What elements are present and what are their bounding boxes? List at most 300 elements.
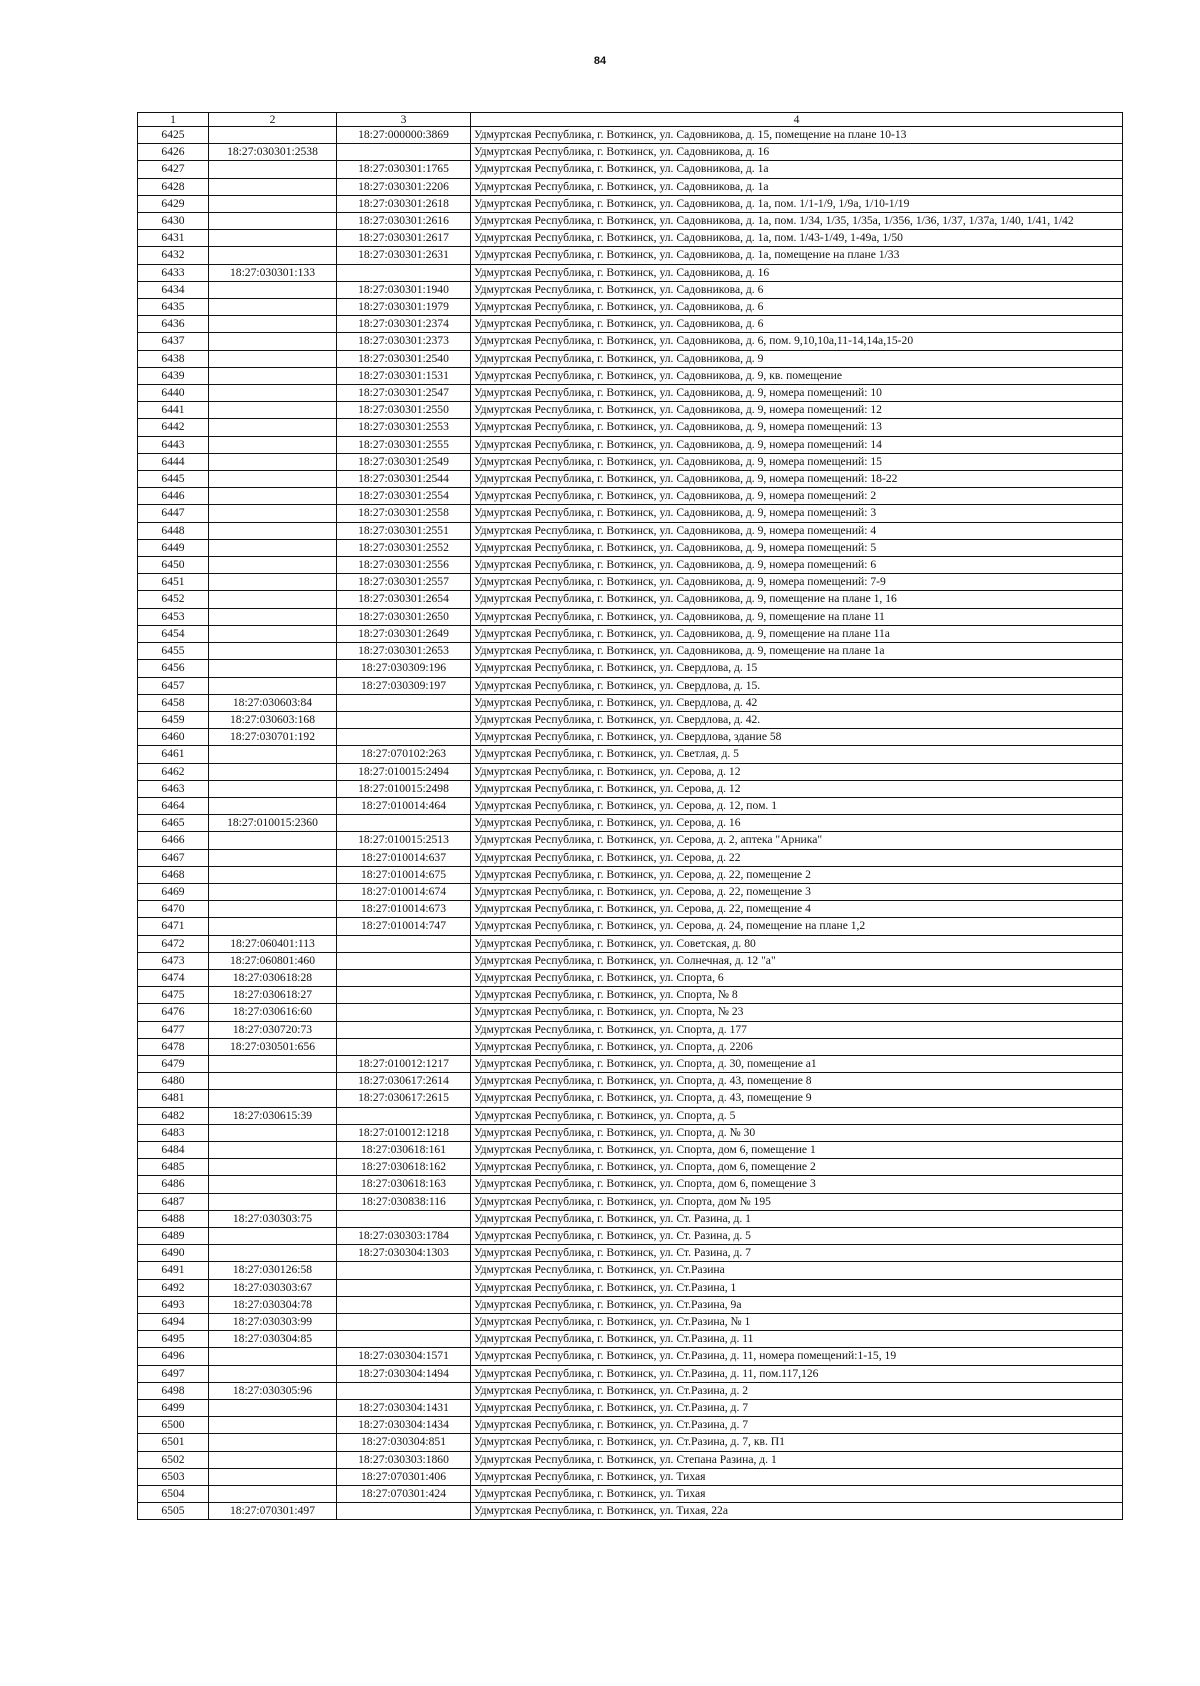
land-cadastral-number-cell: [209, 161, 337, 178]
land-cadastral-number-cell: [209, 367, 337, 384]
row-number-cell: 6489: [138, 1228, 209, 1245]
building-cadastral-number-cell: 18:27:010015:2513: [337, 832, 471, 849]
row-number-cell: 6426: [138, 144, 209, 161]
land-cadastral-number-cell: [209, 1176, 337, 1193]
building-cadastral-number-cell: 18:27:030301:2551: [337, 522, 471, 539]
address-cell: Удмуртская Республика, г. Воткинск, ул. Садовникова, д. 9, номера помещений: 18-22: [471, 471, 1123, 488]
row-number-cell: 6498: [138, 1382, 209, 1399]
row-number-cell: 6502: [138, 1451, 209, 1468]
address-cell: Удмуртская Республика, г. Воткинск, ул. Серова, д. 12: [471, 763, 1123, 780]
row-number-cell: 6451: [138, 574, 209, 591]
property-registry-table: [137, 112, 1123, 1520]
address-cell: Удмуртская Республика, г. Воткинск, ул. Серова, д. 22, помещение 3: [471, 883, 1123, 900]
land-cadastral-number-cell: 18:27:070301:497: [209, 1503, 337, 1520]
building-cadastral-number-cell: [337, 1021, 471, 1038]
land-cadastral-number-cell: [209, 195, 337, 212]
land-cadastral-number-cell: [209, 1055, 337, 1072]
table-row: [138, 643, 1123, 660]
address-cell: Удмуртская Республика, г. Воткинск, ул. Спорта, д. 5: [471, 1107, 1123, 1124]
land-cadastral-number-cell: [209, 1468, 337, 1485]
table-row: [138, 1124, 1123, 1141]
land-cadastral-number-cell: 18:27:030618:27: [209, 987, 337, 1004]
row-number-cell: 6474: [138, 969, 209, 986]
land-cadastral-number-cell: [209, 591, 337, 608]
row-number-cell: 6431: [138, 230, 209, 247]
table-row: [138, 1176, 1123, 1193]
building-cadastral-number-cell: 18:27:030309:197: [337, 677, 471, 694]
land-cadastral-number-cell: [209, 350, 337, 367]
table-row: [138, 419, 1123, 436]
land-cadastral-number-cell: [209, 471, 337, 488]
table-row: [138, 1159, 1123, 1176]
row-number-cell: 6425: [138, 127, 209, 144]
address-cell: Удмуртская Республика, г. Воткинск, ул. Садовникова, д. 9, помещение на плане 1, 16: [471, 591, 1123, 608]
building-cadastral-number-cell: 18:27:070301:406: [337, 1468, 471, 1485]
row-number-cell: 6496: [138, 1348, 209, 1365]
address-cell: Удмуртская Республика, г. Воткинск, ул. Садовникова, д. 16: [471, 144, 1123, 161]
address-cell: Удмуртская Республика, г. Воткинск, ул. Спорта, д. 177: [471, 1021, 1123, 1038]
table-row: [138, 350, 1123, 367]
address-cell: Удмуртская Республика, г. Воткинск, ул. Советская, д. 80: [471, 935, 1123, 952]
row-number-cell: 6429: [138, 195, 209, 212]
table-row: [138, 1141, 1123, 1158]
row-number-cell: 6495: [138, 1331, 209, 1348]
table-row: [138, 1434, 1123, 1451]
address-cell: Удмуртская Республика, г. Воткинск, ул. Ст. Разина, д. 1: [471, 1210, 1123, 1227]
building-cadastral-number-cell: 18:27:030301:1940: [337, 281, 471, 298]
land-cadastral-number-cell: [209, 1245, 337, 1262]
building-cadastral-number-cell: 18:27:030301:2653: [337, 643, 471, 660]
address-cell: Удмуртская Республика, г. Воткинск, ул. Серова, д. 2, аптека "Арника": [471, 832, 1123, 849]
building-cadastral-number-cell: 18:27:030301:2556: [337, 557, 471, 574]
land-cadastral-number-cell: [209, 281, 337, 298]
table-row: [138, 969, 1123, 986]
row-number-cell: 6434: [138, 281, 209, 298]
table-row: [138, 488, 1123, 505]
building-cadastral-number-cell: 18:27:000000:3869: [337, 127, 471, 144]
row-number-cell: 6477: [138, 1021, 209, 1038]
address-cell: Удмуртская Республика, г. Воткинск, ул. Садовникова, д. 1а, пом. 1/1-1/9, 1/9а, 1/10-1/19: [471, 195, 1123, 212]
table-row: [138, 1090, 1123, 1107]
building-cadastral-number-cell: 18:27:010014:747: [337, 918, 471, 935]
address-cell: Удмуртская Республика, г. Воткинск, ул. Садовникова, д. 9: [471, 350, 1123, 367]
address-cell: Удмуртская Республика, г. Воткинск, ул. Спорта, д. 43, помещение 8: [471, 1073, 1123, 1090]
land-cadastral-number-cell: [209, 1400, 337, 1417]
land-cadastral-number-cell: [209, 677, 337, 694]
address-cell: Удмуртская Республика, г. Воткинск, ул. Спорта, дом № 195: [471, 1193, 1123, 1210]
building-cadastral-number-cell: 18:27:010012:1218: [337, 1124, 471, 1141]
row-number-cell: 6446: [138, 488, 209, 505]
land-cadastral-number-cell: [209, 1417, 337, 1434]
building-cadastral-number-cell: 18:27:030303:1784: [337, 1228, 471, 1245]
row-number-cell: 6432: [138, 247, 209, 264]
row-number-cell: 6478: [138, 1038, 209, 1055]
land-cadastral-number-cell: [209, 316, 337, 333]
address-cell: Удмуртская Республика, г. Воткинск, ул. Садовникова, д. 9, помещение на плане 11а: [471, 625, 1123, 642]
table-row: [138, 625, 1123, 642]
row-number-cell: 6499: [138, 1400, 209, 1417]
column-header-4: 4: [471, 113, 1123, 127]
table-row: [138, 1228, 1123, 1245]
building-cadastral-number-cell: 18:27:030301:2550: [337, 402, 471, 419]
page-number: 84: [593, 55, 607, 67]
table-row: [138, 1331, 1123, 1348]
row-number-cell: 6463: [138, 780, 209, 797]
building-cadastral-number-cell: [337, 1503, 471, 1520]
building-cadastral-number-cell: 18:27:030304:851: [337, 1434, 471, 1451]
building-cadastral-number-cell: 18:27:030301:2554: [337, 488, 471, 505]
row-number-cell: 6494: [138, 1314, 209, 1331]
building-cadastral-number-cell: 18:27:030301:2654: [337, 591, 471, 608]
table-row: [138, 952, 1123, 969]
land-cadastral-number-cell: [209, 453, 337, 470]
building-cadastral-number-cell: 18:27:030301:2552: [337, 539, 471, 556]
table-row: [138, 1107, 1123, 1124]
building-cadastral-number-cell: [337, 969, 471, 986]
row-number-cell: 6439: [138, 367, 209, 384]
land-cadastral-number-cell: [209, 643, 337, 660]
table-row: [138, 453, 1123, 470]
building-cadastral-number-cell: 18:27:030301:1765: [337, 161, 471, 178]
row-number-cell: 6504: [138, 1486, 209, 1503]
building-cadastral-number-cell: 18:27:030301:2544: [337, 471, 471, 488]
table-row: [138, 987, 1123, 1004]
row-number-cell: 6461: [138, 746, 209, 763]
row-number-cell: 6475: [138, 987, 209, 1004]
address-cell: Удмуртская Республика, г. Воткинск, ул. Свердлова, д. 42: [471, 694, 1123, 711]
building-cadastral-number-cell: 18:27:030618:162: [337, 1159, 471, 1176]
row-number-cell: 6487: [138, 1193, 209, 1210]
building-cadastral-number-cell: 18:27:030301:2631: [337, 247, 471, 264]
building-cadastral-number-cell: 18:27:030301:2549: [337, 453, 471, 470]
address-cell: Удмуртская Республика, г. Воткинск, ул. Серова, д. 22, помещение 2: [471, 866, 1123, 883]
address-cell: Удмуртская Республика, г. Воткинск, ул. Садовникова, д. 1а, пом. 1/34, 1/35, 1/35а, 1/356, 1/36, 1/37, 1/37а, 1/40, 1/41, 1/42: [471, 213, 1123, 230]
land-cadastral-number-cell: [209, 901, 337, 918]
address-cell: Удмуртская Республика, г. Воткинск, ул. Садовникова, д. 9, помещение на плане 11: [471, 608, 1123, 625]
row-number-cell: 6450: [138, 557, 209, 574]
building-cadastral-number-cell: [337, 935, 471, 952]
row-number-cell: 6468: [138, 866, 209, 883]
address-cell: Удмуртская Республика, г. Воткинск, ул. Ст.Разина: [471, 1262, 1123, 1279]
building-cadastral-number-cell: 18:27:030304:1571: [337, 1348, 471, 1365]
table-row: [138, 849, 1123, 866]
address-cell: Удмуртская Республика, г. Воткинск, ул. Ст.Разина, № 1: [471, 1314, 1123, 1331]
row-number-cell: 6505: [138, 1503, 209, 1520]
land-cadastral-number-cell: [209, 402, 337, 419]
land-cadastral-number-cell: 18:27:030603:84: [209, 694, 337, 711]
address-cell: Удмуртская Республика, г. Воткинск, ул. Садовникова, д. 15, помещение на плане 10-13: [471, 127, 1123, 144]
building-cadastral-number-cell: 18:27:030301:2558: [337, 505, 471, 522]
address-cell: Удмуртская Республика, г. Воткинск, ул. Садовникова, д. 1а: [471, 161, 1123, 178]
address-cell: Удмуртская Республика, г. Воткинск, ул. Свердлова, здание 58: [471, 729, 1123, 746]
row-number-cell: 6467: [138, 849, 209, 866]
building-cadastral-number-cell: 18:27:030301:2649: [337, 625, 471, 642]
table-row: [138, 746, 1123, 763]
row-number-cell: 6500: [138, 1417, 209, 1434]
address-cell: Удмуртская Республика, г. Воткинск, ул. Садовникова, д. 9, номера помещений: 7-9: [471, 574, 1123, 591]
address-cell: Удмуртская Республика, г. Воткинск, ул. Садовникова, д. 9, помещение на плане 1а: [471, 643, 1123, 660]
building-cadastral-number-cell: 18:27:030301:1531: [337, 367, 471, 384]
table-row: [138, 1038, 1123, 1055]
land-cadastral-number-cell: [209, 436, 337, 453]
row-number-cell: 6491: [138, 1262, 209, 1279]
table-header-row: [138, 113, 1123, 127]
building-cadastral-number-cell: 18:27:010014:673: [337, 901, 471, 918]
table-row: [138, 1468, 1123, 1485]
row-number-cell: 6430: [138, 213, 209, 230]
row-number-cell: 6484: [138, 1141, 209, 1158]
building-cadastral-number-cell: 18:27:030309:196: [337, 660, 471, 677]
address-cell: Удмуртская Республика, г. Воткинск, ул. Садовникова, д. 9, номера помещений: 10: [471, 385, 1123, 402]
table-row: [138, 1365, 1123, 1382]
land-cadastral-number-cell: [209, 1090, 337, 1107]
building-cadastral-number-cell: 18:27:010014:675: [337, 866, 471, 883]
land-cadastral-number-cell: 18:27:030603:168: [209, 711, 337, 728]
land-cadastral-number-cell: 18:27:060401:113: [209, 935, 337, 952]
table-row: [138, 660, 1123, 677]
building-cadastral-number-cell: 18:27:030617:2614: [337, 1073, 471, 1090]
address-cell: Удмуртская Республика, г. Воткинск, ул. Солнечная, д. 12 "а": [471, 952, 1123, 969]
row-number-cell: 6457: [138, 677, 209, 694]
row-number-cell: 6470: [138, 901, 209, 918]
land-cadastral-number-cell: 18:27:030126:58: [209, 1262, 337, 1279]
land-cadastral-number-cell: [209, 763, 337, 780]
table-row: [138, 1382, 1123, 1399]
row-number-cell: 6438: [138, 350, 209, 367]
building-cadastral-number-cell: 18:27:030301:2206: [337, 178, 471, 195]
row-number-cell: 6456: [138, 660, 209, 677]
address-cell: Удмуртская Республика, г. Воткинск, ул. Спорта, д. 43, помещение 9: [471, 1090, 1123, 1107]
land-cadastral-number-cell: 18:27:030701:192: [209, 729, 337, 746]
row-number-cell: 6473: [138, 952, 209, 969]
address-cell: Удмуртская Республика, г. Воткинск, ул. Садовникова, д. 6: [471, 281, 1123, 298]
row-number-cell: 6435: [138, 299, 209, 316]
building-cadastral-number-cell: [337, 144, 471, 161]
table-row: [138, 1193, 1123, 1210]
address-cell: Удмуртская Республика, г. Воткинск, ул. Ст.Разина, д. 7: [471, 1400, 1123, 1417]
land-cadastral-number-cell: 18:27:030303:99: [209, 1314, 337, 1331]
row-number-cell: 6428: [138, 178, 209, 195]
table-row: [138, 832, 1123, 849]
address-cell: Удмуртская Республика, г. Воткинск, ул. Садовникова, д. 6, пом. 9,10,10а,11-14,14а,15-20: [471, 333, 1123, 350]
address-cell: Удмуртская Республика, г. Воткинск, ул. Садовникова, д. 9, номера помещений: 15: [471, 453, 1123, 470]
table-row: [138, 385, 1123, 402]
land-cadastral-number-cell: 18:27:030720:73: [209, 1021, 337, 1038]
table-row: [138, 1400, 1123, 1417]
address-cell: Удмуртская Республика, г. Воткинск, ул. Садовникова, д. 16: [471, 264, 1123, 281]
building-cadastral-number-cell: 18:27:070301:424: [337, 1486, 471, 1503]
land-cadastral-number-cell: [209, 660, 337, 677]
table-row: [138, 333, 1123, 350]
land-cadastral-number-cell: [209, 522, 337, 539]
address-cell: Удмуртская Республика, г. Воткинск, ул. Ст.Разина, д. 7: [471, 1417, 1123, 1434]
building-cadastral-number-cell: 18:27:010014:674: [337, 883, 471, 900]
row-number-cell: 6483: [138, 1124, 209, 1141]
address-cell: Удмуртская Республика, г. Воткинск, ул. Ст.Разина, 1: [471, 1279, 1123, 1296]
row-number-cell: 6469: [138, 883, 209, 900]
building-cadastral-number-cell: 18:27:010015:2494: [337, 763, 471, 780]
land-cadastral-number-cell: [209, 333, 337, 350]
table-row: [138, 883, 1123, 900]
land-cadastral-number-cell: 18:27:030615:39: [209, 1107, 337, 1124]
table-row: [138, 1486, 1123, 1503]
land-cadastral-number-cell: [209, 539, 337, 556]
address-cell: Удмуртская Республика, г. Воткинск, ул. Ст.Разина, д. 2: [471, 1382, 1123, 1399]
table-row: [138, 901, 1123, 918]
table-row: [138, 797, 1123, 814]
land-cadastral-number-cell: [209, 1348, 337, 1365]
address-cell: Удмуртская Республика, г. Воткинск, ул. Спорта, д. 2206: [471, 1038, 1123, 1055]
land-cadastral-number-cell: 18:27:030304:85: [209, 1331, 337, 1348]
address-cell: Удмуртская Республика, г. Воткинск, ул. Серова, д. 16: [471, 815, 1123, 832]
table-row: [138, 1004, 1123, 1021]
address-cell: Удмуртская Республика, г. Воткинск, ул. Ст.Разина, д. 7, кв. П1: [471, 1434, 1123, 1451]
table-row: [138, 367, 1123, 384]
address-cell: Удмуртская Республика, г. Воткинск, ул. Свердлова, д. 42.: [471, 711, 1123, 728]
table-row: [138, 677, 1123, 694]
land-cadastral-number-cell: 18:27:030301:2538: [209, 144, 337, 161]
land-cadastral-number-cell: [209, 746, 337, 763]
address-cell: Удмуртская Республика, г. Воткинск, ул. Серова, д. 12, пом. 1: [471, 797, 1123, 814]
table-row: [138, 522, 1123, 539]
row-number-cell: 6471: [138, 918, 209, 935]
address-cell: Удмуртская Республика, г. Воткинск, ул. Тихая: [471, 1468, 1123, 1485]
address-cell: Удмуртская Республика, г. Воткинск, ул. Спорта, № 8: [471, 987, 1123, 1004]
row-number-cell: 6440: [138, 385, 209, 402]
table-row: [138, 1245, 1123, 1262]
table-row: [138, 763, 1123, 780]
row-number-cell: 6493: [138, 1296, 209, 1313]
table-row: [138, 471, 1123, 488]
land-cadastral-number-cell: [209, 918, 337, 935]
table-row: [138, 557, 1123, 574]
address-cell: Удмуртская Республика, г. Воткинск, ул. Ст.Разина, д. 11: [471, 1331, 1123, 1348]
table-row: [138, 1073, 1123, 1090]
table-body: [138, 127, 1123, 1520]
address-cell: Удмуртская Республика, г. Воткинск, ул. Садовникова, д. 9, номера помещений: 12: [471, 402, 1123, 419]
building-cadastral-number-cell: [337, 1038, 471, 1055]
row-number-cell: 6452: [138, 591, 209, 608]
table-row: [138, 144, 1123, 161]
table-row: [138, 247, 1123, 264]
building-cadastral-number-cell: 18:27:030304:1303: [337, 1245, 471, 1262]
building-cadastral-number-cell: 18:27:010015:2498: [337, 780, 471, 797]
building-cadastral-number-cell: 18:27:030301:2373: [337, 333, 471, 350]
address-cell: Удмуртская Республика, г. Воткинск, ул. Садовникова, д. 9, номера помещений: 4: [471, 522, 1123, 539]
address-cell: Удмуртская Республика, г. Воткинск, ул. Спорта, д. № 30: [471, 1124, 1123, 1141]
table-row: [138, 230, 1123, 247]
table-row: [138, 264, 1123, 281]
row-number-cell: 6433: [138, 264, 209, 281]
table-row: [138, 1314, 1123, 1331]
address-cell: Удмуртская Республика, г. Воткинск, ул. Свердлова, д. 15: [471, 660, 1123, 677]
land-cadastral-number-cell: [209, 230, 337, 247]
row-number-cell: 6472: [138, 935, 209, 952]
address-cell: Удмуртская Республика, г. Воткинск, ул. Садовникова, д. 9, номера помещений: 5: [471, 539, 1123, 556]
land-cadastral-number-cell: [209, 608, 337, 625]
land-cadastral-number-cell: [209, 1486, 337, 1503]
address-cell: Удмуртская Республика, г. Воткинск, ул. Светлая, д. 5: [471, 746, 1123, 763]
address-cell: Удмуртская Республика, г. Воткинск, ул. Серова, д. 22, помещение 4: [471, 901, 1123, 918]
building-cadastral-number-cell: 18:27:030301:2618: [337, 195, 471, 212]
table-row: [138, 711, 1123, 728]
table-row: [138, 299, 1123, 316]
land-cadastral-number-cell: [209, 1124, 337, 1141]
address-cell: Удмуртская Республика, г. Воткинск, ул. Ст.Разина, д. 11, номера помещений:1-15, 19: [471, 1348, 1123, 1365]
land-cadastral-number-cell: 18:27:030618:28: [209, 969, 337, 986]
address-cell: Удмуртская Республика, г. Воткинск, ул. Садовникова, д. 1а, помещение на плане 1/33: [471, 247, 1123, 264]
building-cadastral-number-cell: 18:27:010012:1217: [337, 1055, 471, 1072]
address-cell: Удмуртская Республика, г. Воткинск, ул. Тихая: [471, 1486, 1123, 1503]
table-row: [138, 1417, 1123, 1434]
building-cadastral-number-cell: [337, 987, 471, 1004]
address-cell: Удмуртская Республика, г. Воткинск, ул. Садовникова, д. 1а, пом. 1/43-1/49, 1-49а, 1/50: [471, 230, 1123, 247]
column-header-2: 2: [209, 113, 337, 127]
land-cadastral-number-cell: 18:27:030303:75: [209, 1210, 337, 1227]
land-cadastral-number-cell: 18:27:030616:60: [209, 1004, 337, 1021]
column-header-1: 1: [138, 113, 209, 127]
building-cadastral-number-cell: 18:27:010014:464: [337, 797, 471, 814]
address-cell: Удмуртская Республика, г. Воткинск, ул. Спорта, № 23: [471, 1004, 1123, 1021]
building-cadastral-number-cell: 18:27:030301:2650: [337, 608, 471, 625]
address-cell: Удмуртская Республика, г. Воткинск, ул. Серова, д. 24, помещение на плане 1,2: [471, 918, 1123, 935]
table-row: [138, 591, 1123, 608]
table-row: [138, 316, 1123, 333]
land-cadastral-number-cell: [209, 883, 337, 900]
table-row: [138, 213, 1123, 230]
row-number-cell: 6488: [138, 1210, 209, 1227]
address-cell: Удмуртская Республика, г. Воткинск, ул. Спорта, дом 6, помещение 1: [471, 1141, 1123, 1158]
table-row: [138, 178, 1123, 195]
address-cell: Удмуртская Республика, г. Воткинск, ул. Свердлова, д. 15.: [471, 677, 1123, 694]
building-cadastral-number-cell: 18:27:070102:263: [337, 746, 471, 763]
building-cadastral-number-cell: 18:27:030618:163: [337, 1176, 471, 1193]
land-cadastral-number-cell: [209, 832, 337, 849]
building-cadastral-number-cell: 18:27:030304:1494: [337, 1365, 471, 1382]
row-number-cell: 6445: [138, 471, 209, 488]
address-cell: Удмуртская Республика, г. Воткинск, ул. Серова, д. 12: [471, 780, 1123, 797]
building-cadastral-number-cell: 18:27:030304:1431: [337, 1400, 471, 1417]
row-number-cell: 6453: [138, 608, 209, 625]
land-cadastral-number-cell: [209, 1159, 337, 1176]
address-cell: Удмуртская Республика, г. Воткинск, ул. Серова, д. 22: [471, 849, 1123, 866]
building-cadastral-number-cell: [337, 1382, 471, 1399]
address-cell: Удмуртская Республика, г. Воткинск, ул. Садовникова, д. 6: [471, 316, 1123, 333]
table-row: [138, 402, 1123, 419]
building-cadastral-number-cell: 18:27:030617:2615: [337, 1090, 471, 1107]
address-cell: Удмуртская Республика, г. Воткинск, ул. Ст.Разина, д. 11, пом.117,126: [471, 1365, 1123, 1382]
building-cadastral-number-cell: [337, 711, 471, 728]
table-row: [138, 815, 1123, 832]
land-cadastral-number-cell: [209, 1228, 337, 1245]
row-number-cell: 6481: [138, 1090, 209, 1107]
land-cadastral-number-cell: 18:27:030303:67: [209, 1279, 337, 1296]
table-row: [138, 539, 1123, 556]
row-number-cell: 6490: [138, 1245, 209, 1262]
row-number-cell: 6448: [138, 522, 209, 539]
building-cadastral-number-cell: [337, 952, 471, 969]
building-cadastral-number-cell: 18:27:030303:1860: [337, 1451, 471, 1468]
row-number-cell: 6447: [138, 505, 209, 522]
address-cell: Удмуртская Республика, г. Воткинск, ул. Спорта, дом 6, помещение 2: [471, 1159, 1123, 1176]
row-number-cell: 6466: [138, 832, 209, 849]
building-cadastral-number-cell: [337, 694, 471, 711]
land-cadastral-number-cell: 18:27:030305:96: [209, 1382, 337, 1399]
land-cadastral-number-cell: [209, 849, 337, 866]
land-cadastral-number-cell: [209, 213, 337, 230]
building-cadastral-number-cell: [337, 1262, 471, 1279]
row-number-cell: 6497: [138, 1365, 209, 1382]
